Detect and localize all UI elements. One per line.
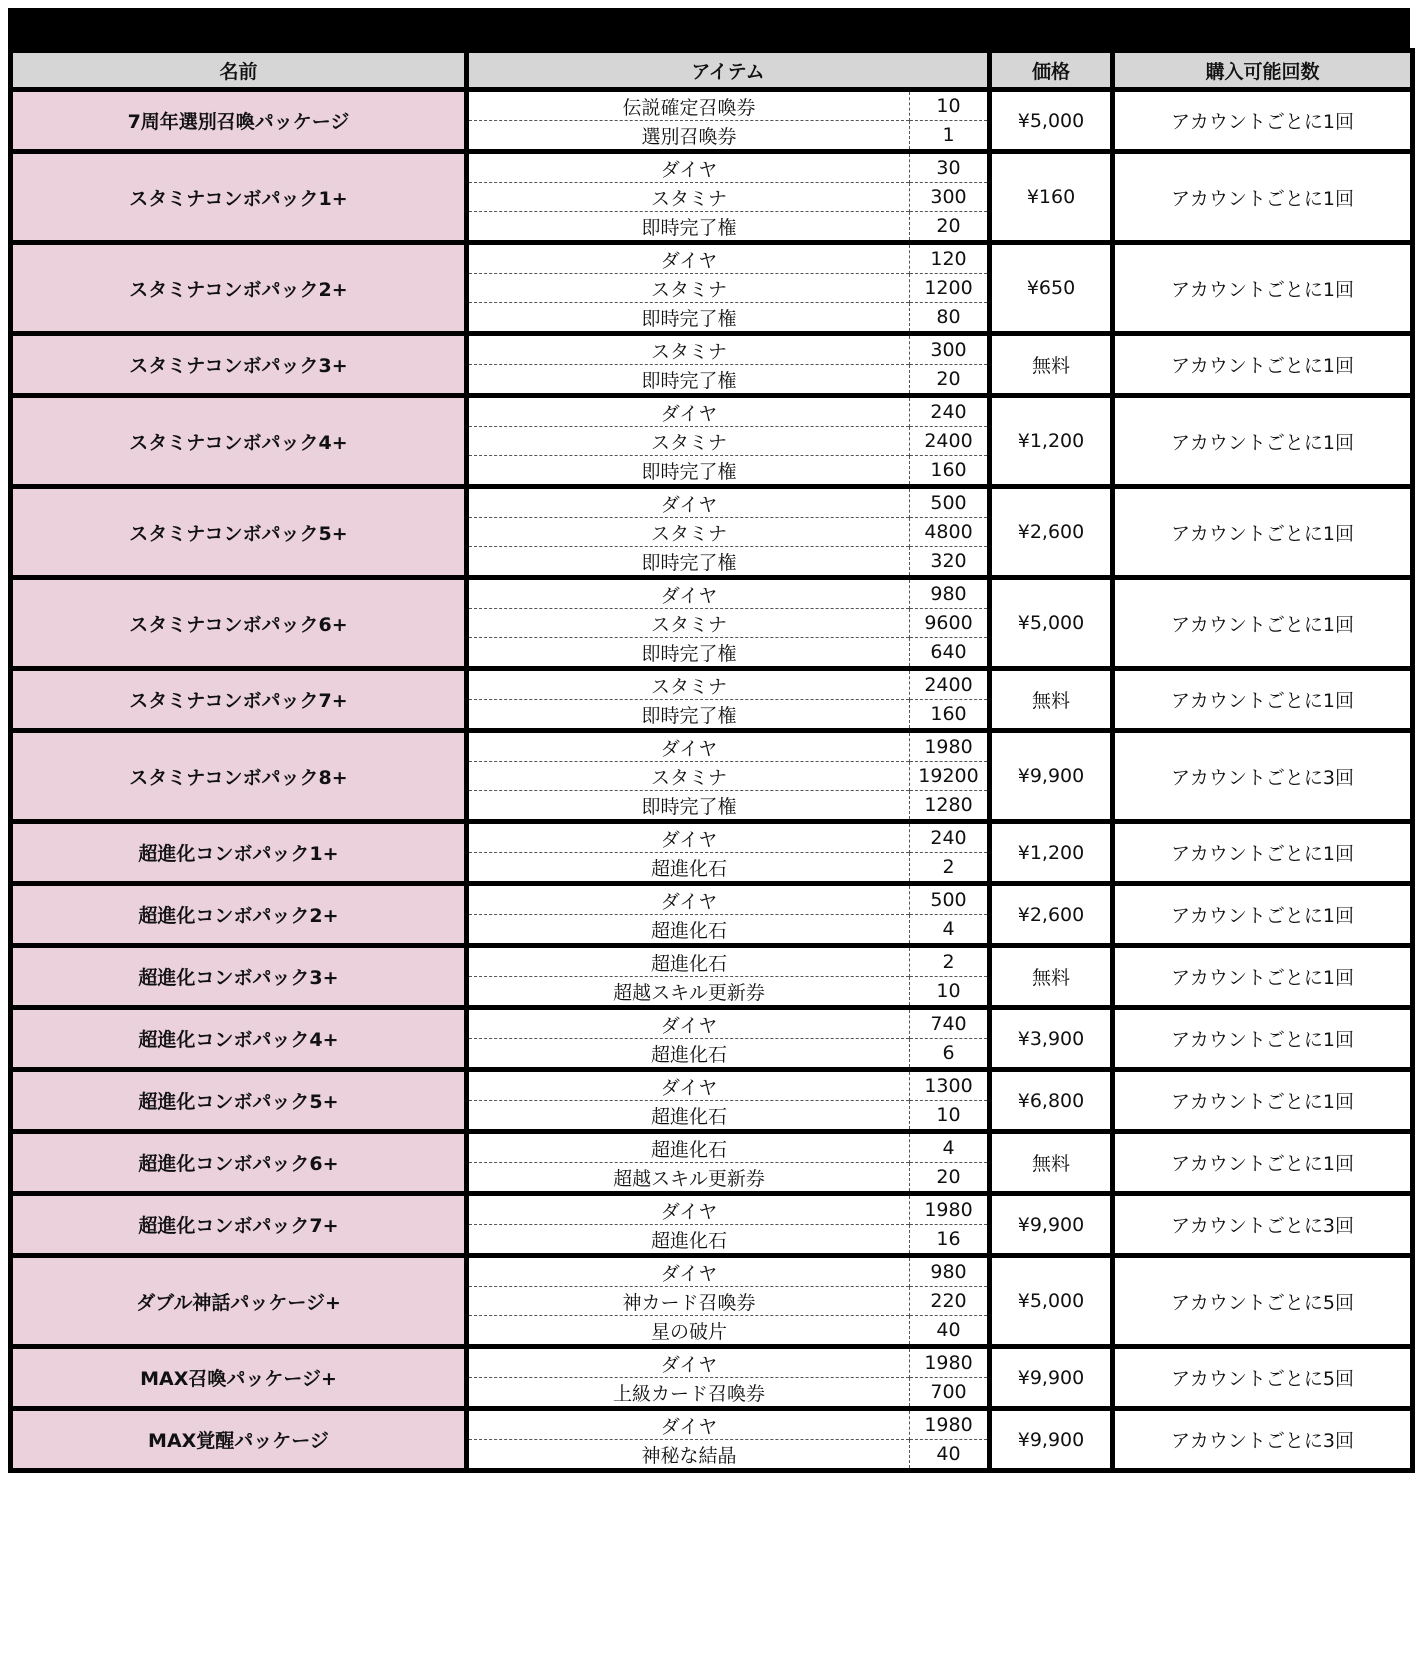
item-quantity: 500 [910, 487, 990, 518]
item-label: ダイヤ [467, 884, 910, 915]
package-name: 超進化コンボパック1+ [11, 822, 467, 884]
item-quantity: 320 [910, 547, 990, 578]
purchase-limit: アカウントごとに1回 [1113, 669, 1413, 731]
package-price: ¥5,000 [990, 578, 1113, 669]
item-label: ダイヤ [467, 731, 910, 762]
header-price: 価格 [990, 51, 1113, 90]
package-price: ¥2,600 [990, 884, 1113, 946]
item-quantity: 16 [910, 1225, 990, 1256]
table-row [11, 1070, 1413, 1101]
item-label: ダイヤ [467, 1070, 910, 1101]
item-label: 超進化石 [467, 1101, 910, 1132]
purchase-limit: アカウントごとに1回 [1113, 396, 1413, 487]
item-label: 神カード召喚券 [467, 1287, 910, 1316]
package-price: 無料 [990, 334, 1113, 396]
item-quantity: 4 [910, 915, 990, 946]
item-label: スタミナ [467, 669, 910, 700]
item-label: 超進化石 [467, 1039, 910, 1070]
purchase-limit: アカウントごとに1回 [1113, 884, 1413, 946]
purchase-limit: アカウントごとに1回 [1113, 1070, 1413, 1132]
item-quantity: 1980 [910, 731, 990, 762]
package-price: ¥160 [990, 152, 1113, 243]
package-name: 超進化コンボパック5+ [11, 1070, 467, 1132]
package-name: スタミナコンボパック2+ [11, 243, 467, 334]
purchase-limit: アカウントごとに3回 [1113, 1409, 1413, 1471]
table-row [11, 669, 1413, 700]
package-name: スタミナコンボパック1+ [11, 152, 467, 243]
table-row [11, 731, 1413, 762]
package-name: 7周年選別召喚パッケージ [11, 90, 467, 152]
purchase-limit: アカウントごとに1回 [1113, 243, 1413, 334]
header-limit: 購入可能回数 [1113, 51, 1413, 90]
package-name: スタミナコンボパック8+ [11, 731, 467, 822]
item-label: ダイヤ [467, 152, 910, 183]
table-row [11, 396, 1413, 427]
item-quantity: 1 [910, 121, 990, 152]
item-label: 即時完了権 [467, 303, 910, 334]
package-name: スタミナコンボパック7+ [11, 669, 467, 731]
item-quantity: 4 [910, 1132, 990, 1163]
item-quantity: 20 [910, 1163, 990, 1194]
package-price: 無料 [990, 946, 1113, 1008]
package-name: ダブル神話パッケージ+ [11, 1256, 467, 1347]
package-price: 無料 [990, 669, 1113, 731]
item-quantity: 1980 [910, 1409, 990, 1440]
package-price: 無料 [990, 1132, 1113, 1194]
table-row [11, 1132, 1413, 1163]
table-row [11, 1008, 1413, 1039]
item-label: 選別召喚券 [467, 121, 910, 152]
item-label: ダイヤ [467, 396, 910, 427]
package-price: ¥650 [990, 243, 1113, 334]
purchase-limit: アカウントごとに5回 [1113, 1347, 1413, 1409]
purchase-limit: アカウントごとに1回 [1113, 334, 1413, 396]
header-name: 名前 [11, 51, 467, 90]
item-quantity: 1980 [910, 1194, 990, 1225]
item-label: 超進化石 [467, 915, 910, 946]
item-quantity: 2400 [910, 427, 990, 456]
item-label: 即時完了権 [467, 456, 910, 487]
item-quantity: 700 [910, 1378, 990, 1409]
item-quantity: 1980 [910, 1347, 990, 1378]
purchase-limit: アカウントごとに5回 [1113, 1256, 1413, 1347]
item-label: 即時完了権 [467, 700, 910, 731]
item-quantity: 20 [910, 365, 990, 396]
item-quantity: 300 [910, 334, 990, 365]
item-quantity: 40 [910, 1316, 990, 1347]
table-row [11, 334, 1413, 365]
package-name: スタミナコンボパック3+ [11, 334, 467, 396]
package-name: 超進化コンボパック3+ [11, 946, 467, 1008]
item-quantity: 740 [910, 1008, 990, 1039]
item-quantity: 980 [910, 1256, 990, 1287]
item-label: ダイヤ [467, 822, 910, 853]
package-name: MAX召喚パッケージ+ [11, 1347, 467, 1409]
item-quantity: 19200 [910, 762, 990, 791]
item-label: スタミナ [467, 427, 910, 456]
item-label: ダイヤ [467, 1409, 910, 1440]
table-row [11, 90, 1413, 121]
item-label: ダイヤ [467, 487, 910, 518]
item-quantity: 40 [910, 1440, 990, 1471]
item-label: 即時完了権 [467, 212, 910, 243]
purchase-limit: アカウントごとに1回 [1113, 946, 1413, 1008]
package-name: 超進化コンボパック7+ [11, 1194, 467, 1256]
table-row [11, 1194, 1413, 1225]
item-label: 超進化石 [467, 1225, 910, 1256]
item-label: 即時完了権 [467, 638, 910, 669]
item-quantity: 160 [910, 456, 990, 487]
package-price: ¥9,900 [990, 1347, 1113, 1409]
purchase-limit: アカウントごとに1回 [1113, 152, 1413, 243]
package-price: ¥9,900 [990, 1194, 1113, 1256]
package-price: ¥1,200 [990, 396, 1113, 487]
item-label: 上級カード召喚券 [467, 1378, 910, 1409]
purchase-limit: アカウントごとに1回 [1113, 578, 1413, 669]
item-quantity: 980 [910, 578, 990, 609]
item-label: スタミナ [467, 274, 910, 303]
item-quantity: 1280 [910, 791, 990, 822]
item-label: スタミナ [467, 334, 910, 365]
package-table [8, 48, 1415, 1473]
item-label: ダイヤ [467, 243, 910, 274]
item-label: 超越スキル更新券 [467, 977, 910, 1008]
item-label: スタミナ [467, 518, 910, 547]
package-price: ¥2,600 [990, 487, 1113, 578]
item-quantity: 20 [910, 212, 990, 243]
item-label: ダイヤ [467, 578, 910, 609]
table-row [11, 152, 1413, 183]
package-name: MAX覚醒パッケージ [11, 1409, 467, 1471]
item-quantity: 2400 [910, 669, 990, 700]
item-quantity: 220 [910, 1287, 990, 1316]
item-quantity: 80 [910, 303, 990, 334]
purchase-limit: アカウントごとに1回 [1113, 90, 1413, 152]
item-quantity: 500 [910, 884, 990, 915]
table-row [11, 822, 1413, 853]
table-row [11, 487, 1413, 518]
item-quantity: 160 [910, 700, 990, 731]
package-name: 超進化コンボパック4+ [11, 1008, 467, 1070]
table-row [11, 578, 1413, 609]
item-quantity: 1200 [910, 274, 990, 303]
purchase-limit: アカウントごとに3回 [1113, 1194, 1413, 1256]
item-quantity: 1300 [910, 1070, 990, 1101]
package-price: ¥9,900 [990, 1409, 1113, 1471]
item-label: 即時完了権 [467, 365, 910, 396]
item-label: 即時完了権 [467, 547, 910, 578]
item-quantity: 6 [910, 1039, 990, 1070]
purchase-limit: アカウントごとに1回 [1113, 487, 1413, 578]
package-sheet [8, 8, 1410, 1473]
package-name: スタミナコンボパック6+ [11, 578, 467, 669]
item-label: ダイヤ [467, 1256, 910, 1287]
package-price: ¥5,000 [990, 90, 1113, 152]
item-label: ダイヤ [467, 1194, 910, 1225]
package-price: ¥9,900 [990, 731, 1113, 822]
table-row [11, 946, 1413, 977]
package-price: ¥3,900 [990, 1008, 1113, 1070]
package-price: ¥6,800 [990, 1070, 1113, 1132]
table-row [11, 1347, 1413, 1378]
item-quantity: 10 [910, 977, 990, 1008]
item-label: 超進化石 [467, 853, 910, 884]
item-label: 即時完了権 [467, 791, 910, 822]
purchase-limit: アカウントごとに1回 [1113, 822, 1413, 884]
package-name: スタミナコンボパック4+ [11, 396, 467, 487]
package-price: ¥5,000 [990, 1256, 1113, 1347]
table-row [11, 1409, 1413, 1440]
item-quantity: 10 [910, 1101, 990, 1132]
item-quantity: 240 [910, 396, 990, 427]
item-label: 超越スキル更新券 [467, 1163, 910, 1194]
item-label: 超進化石 [467, 946, 910, 977]
purchase-limit: アカウントごとに1回 [1113, 1132, 1413, 1194]
item-quantity: 240 [910, 822, 990, 853]
item-label: スタミナ [467, 183, 910, 212]
item-quantity: 300 [910, 183, 990, 212]
item-label: ダイヤ [467, 1008, 910, 1039]
item-label: スタミナ [467, 762, 910, 791]
header-items: アイテム [467, 51, 990, 90]
title-bar [8, 8, 1410, 48]
item-quantity: 2 [910, 946, 990, 977]
table-header-row [11, 51, 1413, 90]
item-label: ダイヤ [467, 1347, 910, 1378]
purchase-limit: アカウントごとに3回 [1113, 731, 1413, 822]
package-name: スタミナコンボパック5+ [11, 487, 467, 578]
item-label: スタミナ [467, 609, 910, 638]
package-name: 超進化コンボパック2+ [11, 884, 467, 946]
item-label: 超進化石 [467, 1132, 910, 1163]
item-quantity: 640 [910, 638, 990, 669]
item-quantity: 120 [910, 243, 990, 274]
package-price: ¥1,200 [990, 822, 1113, 884]
table-row [11, 884, 1413, 915]
purchase-limit: アカウントごとに1回 [1113, 1008, 1413, 1070]
table-row [11, 1256, 1413, 1287]
table-row [11, 243, 1413, 274]
item-label: 星の破片 [467, 1316, 910, 1347]
item-quantity: 4800 [910, 518, 990, 547]
item-label: 伝説確定召喚券 [467, 90, 910, 121]
item-quantity: 10 [910, 90, 990, 121]
item-label: 神秘な結晶 [467, 1440, 910, 1471]
item-quantity: 2 [910, 853, 990, 884]
item-quantity: 30 [910, 152, 990, 183]
item-quantity: 9600 [910, 609, 990, 638]
package-name: 超進化コンボパック6+ [11, 1132, 467, 1194]
